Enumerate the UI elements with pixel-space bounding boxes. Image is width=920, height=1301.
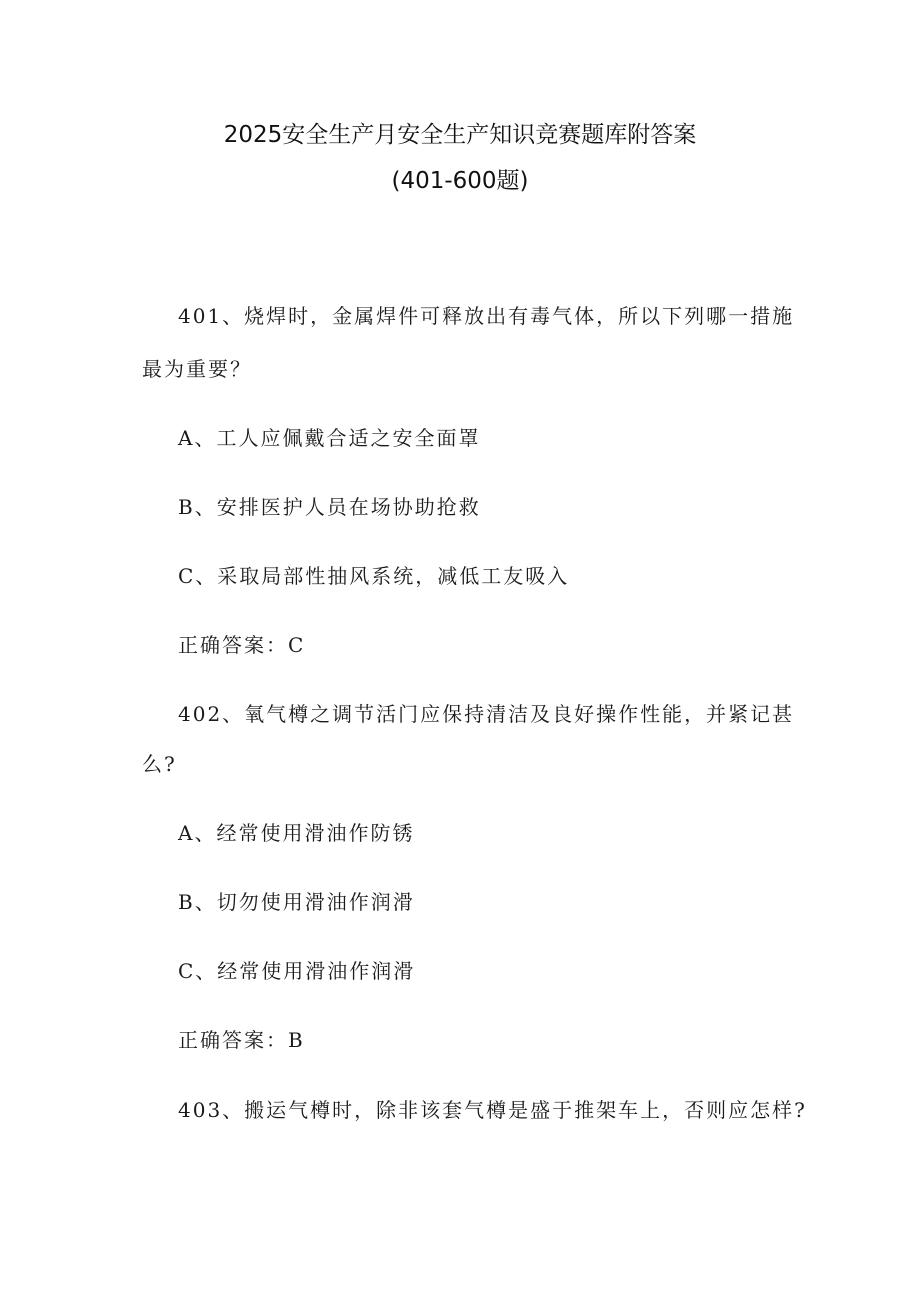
question-401-option-b: B、安排医护人员在场协助抢救 bbox=[178, 495, 481, 519]
question-401-stem-line2: 最为重要？ bbox=[142, 357, 252, 381]
question-403-stem-line1: 403、搬运气樽时，除非该套气樽是盛于推架车上，否则应怎样? bbox=[178, 1098, 807, 1122]
document-subtitle: (401-600题) bbox=[391, 168, 529, 194]
question-402-option-c: C、经常使用滑油作润滑 bbox=[178, 959, 416, 983]
question-402-option-b: B、切勿使用滑油作润滑 bbox=[178, 890, 415, 914]
question-402-answer: 正确答案：B bbox=[178, 1028, 305, 1052]
question-401-option-a: A、工人应佩戴合适之安全面罩 bbox=[178, 426, 481, 450]
question-401-option-c: C、采取局部性抽风系统，减低工友吸入 bbox=[178, 564, 570, 588]
question-402-stem-line2: 么? bbox=[142, 752, 177, 776]
question-401-answer: 正确答案：C bbox=[178, 633, 306, 657]
question-402-stem-line1: 402、氧气樽之调节活门应保持清洁及良好操作性能，并紧记甚 bbox=[178, 702, 795, 726]
question-401-stem-line1: 401、烧焊时，金属焊件可释放出有毒气体，所以下列哪一措施 bbox=[178, 304, 795, 328]
document-title: 2025安全生产月安全生产知识竞赛题库附答案 bbox=[223, 122, 697, 148]
question-402-option-a: A、经常使用滑油作防锈 bbox=[178, 821, 415, 845]
